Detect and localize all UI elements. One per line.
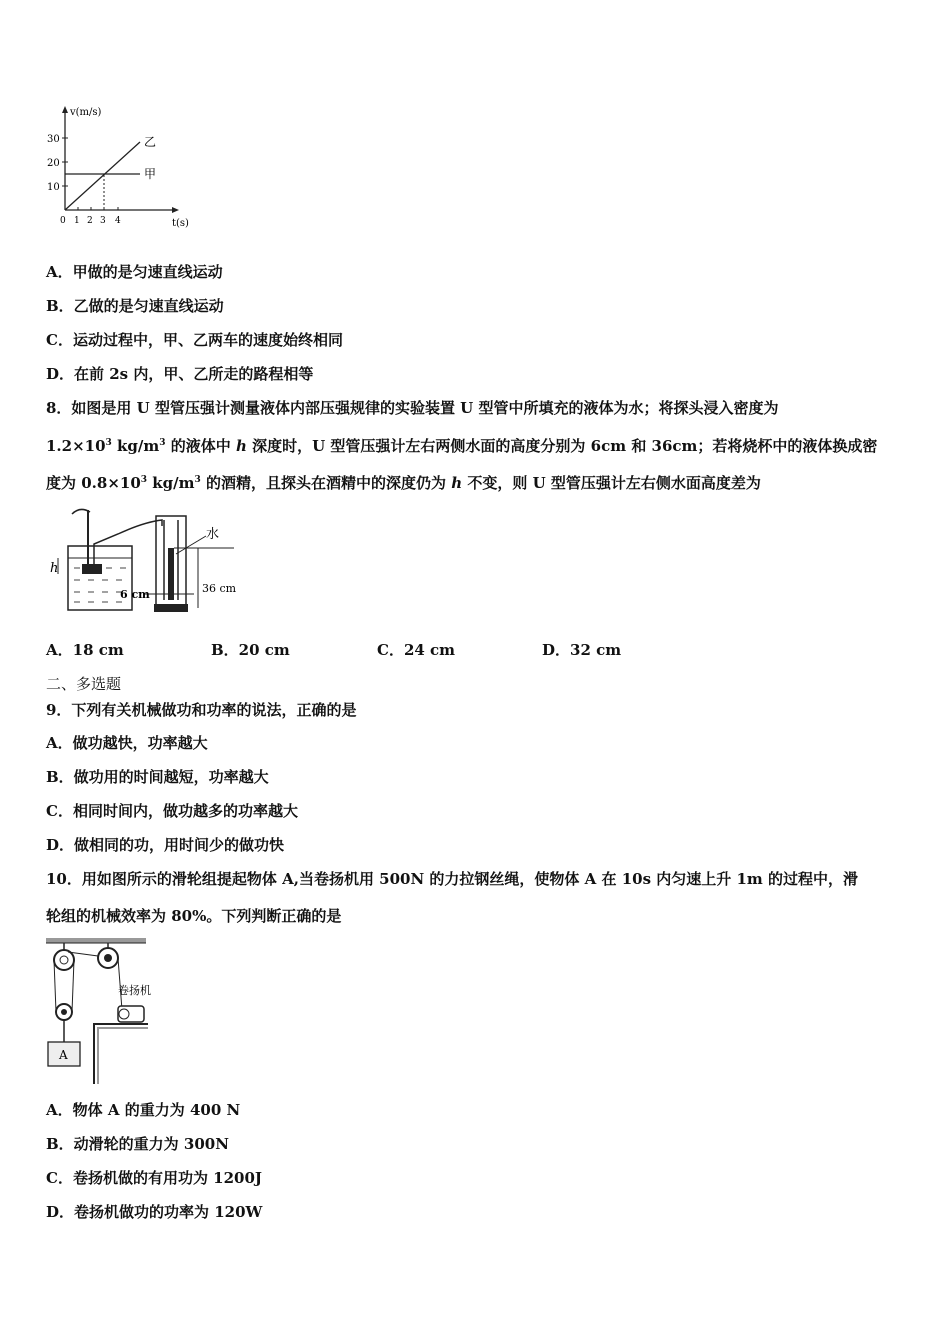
probe-head bbox=[82, 564, 102, 574]
x-axis-label: t(s) bbox=[172, 218, 189, 229]
line-yi bbox=[65, 142, 140, 210]
section-title: 二、多选题 bbox=[46, 675, 122, 693]
q10-option-b: B．动滑轮的重力为 300N bbox=[46, 1135, 229, 1153]
rubber-tube bbox=[94, 520, 162, 566]
pulley-system-figure bbox=[42, 936, 172, 1084]
water-pointer bbox=[176, 536, 206, 554]
q7-option-c: C．运动过程中，甲、乙两车的速度始终相同 bbox=[46, 331, 343, 349]
y-tick-10: 10 bbox=[47, 182, 60, 193]
y-axis-label: v(m/s) bbox=[70, 107, 102, 118]
fixed-pulley-left bbox=[54, 950, 74, 970]
x-tick-2: 2 bbox=[87, 216, 93, 226]
u-tube-manometer-figure bbox=[44, 506, 244, 616]
q8-stem-line3: 度为 $0.8\times 10^3$ $kg/m^3$ 的酒精，且探头在酒精中的深度仍为 h 不变，则 U 型管压强计左右侧水面高度差为 bbox=[46, 474, 761, 492]
q10-option-a: A．物体 A 的重力为 400 N bbox=[46, 1101, 241, 1119]
y-tick-20: 20 bbox=[47, 158, 60, 169]
q10-stem-line1: 10．用如图所示的滑轮组提起物体 A,当卷扬机用 500N 的力拉钢丝绳，使物体 A 在 10s 内匀速上升 1m 的过程中，滑 bbox=[46, 870, 859, 888]
x-tick-4: 4 bbox=[115, 216, 121, 226]
rope bbox=[54, 960, 56, 1012]
velocity-time-graph bbox=[40, 100, 210, 235]
q7-option-b: B．乙做的是匀速直线运动 bbox=[46, 297, 224, 315]
ceiling bbox=[46, 938, 146, 943]
q8-stem-line1: 8．如图是用 U 型管压强计测量液体内部压强规律的实验装置 U 型管中所填充的液体为水；将探头浸入密度为 bbox=[46, 399, 779, 417]
y-tick-30: 30 bbox=[47, 134, 60, 145]
x-tick-0: 0 bbox=[60, 216, 66, 226]
q8-options bbox=[46, 640, 906, 662]
water-column bbox=[168, 548, 174, 600]
q9-option-b: B．做功用的时间越短，功率越大 bbox=[46, 768, 269, 786]
q10-stem-line2: 轮组的机械效率为 80%。下列判断正确的是 bbox=[46, 907, 342, 925]
label-jia: 甲 bbox=[144, 167, 157, 181]
q8-option-b: B．20 cm bbox=[211, 641, 290, 659]
winch-label: 卷扬机 bbox=[118, 984, 151, 997]
manometer-base bbox=[154, 604, 188, 612]
label-yi: 乙 bbox=[144, 135, 157, 149]
label-h: h bbox=[50, 561, 59, 576]
q10-option-c: C．卷扬机做的有用功为 1200J bbox=[46, 1169, 263, 1187]
q8-option-a: A．18 cm bbox=[46, 641, 124, 659]
label-36cm: 36 cm bbox=[202, 582, 237, 595]
q9-option-d: D．做相同的功，用时间少的做功快 bbox=[46, 836, 285, 854]
x-tick-3: 3 bbox=[100, 216, 106, 226]
q8-option-c: C．24 cm bbox=[377, 641, 456, 659]
ground-ledge bbox=[94, 1024, 148, 1084]
q9-stem: 9．下列有关机械做功和功率的说法，正确的是 bbox=[46, 701, 357, 719]
x-tick-1: 1 bbox=[74, 216, 80, 226]
q7-option-a: A．甲做的是匀速直线运动 bbox=[46, 263, 223, 281]
winch bbox=[118, 1006, 144, 1022]
q8-option-d: D．32 cm bbox=[542, 641, 622, 659]
q9-option-c: C．相同时间内，做功越多的功率越大 bbox=[46, 802, 298, 820]
q8-stem-line2: $1.2\times 10^3$ $kg/m^3$ 的液体中 h 深度时，U 型管压强计左右两侧水面的高度分别为 6cm 和 36cm；若将烧杯中的液体换成密 bbox=[46, 437, 878, 455]
label-6cm: 6 cm bbox=[120, 588, 150, 601]
q9-option-a: A．做功越快，功率越大 bbox=[46, 734, 208, 752]
block-a-label: A bbox=[59, 1048, 68, 1062]
q7-option-d: D．在前 2s 内，甲、乙所走的路程相等 bbox=[46, 365, 314, 383]
label-water: 水 bbox=[206, 527, 220, 542]
q10-option-d: D．卷扬机做功的功率为 120W bbox=[46, 1203, 263, 1221]
